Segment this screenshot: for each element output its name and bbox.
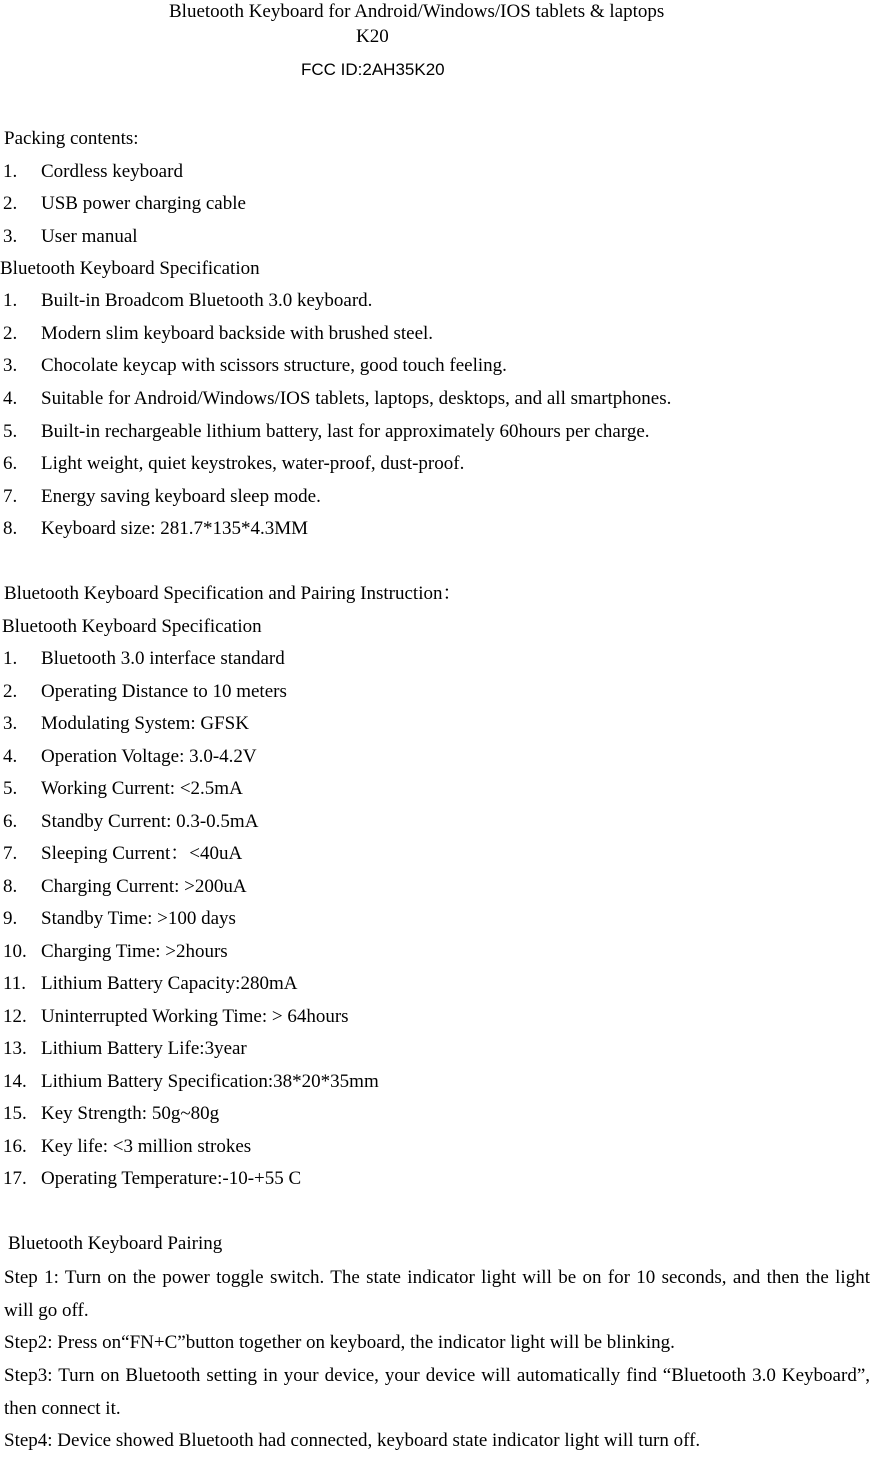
list-text: Uninterrupted Working Time: > 64hours: [41, 1006, 349, 1027]
fcc-id: FCC ID:2AH35K20: [301, 60, 445, 79]
list-number: 7.: [3, 843, 18, 864]
list-number: 11.: [3, 973, 27, 994]
list-number: 2.: [3, 323, 18, 344]
list-text: Built-in rechargeable lithium battery, last for approximately 60hours per charge.: [41, 421, 650, 442]
list-text: Modulating System: GFSK: [41, 713, 249, 734]
pairing-step-2: Step2: Press on“FN+C”button together on keyboard, the indicator light will be blinking.: [4, 1332, 675, 1353]
list-text: Built-in Broadcom Bluetooth 3.0 keyboard.: [41, 290, 373, 311]
pairing-step-4: Step4: Device showed Bluetooth had connected, keyboard state indicator light will turn off.: [4, 1430, 701, 1451]
list-text: Lithium Battery Capacity:280mA: [41, 973, 298, 994]
list-number: 8.: [3, 876, 18, 897]
list-text: Lithium Battery Life:3year: [41, 1038, 247, 1059]
section-heading: Bluetooth Keyboard Specification and Pairing Instruction：: [4, 583, 462, 604]
list-number: 10.: [3, 941, 27, 962]
list-number: 5.: [3, 778, 18, 799]
pairing-step-1: Step 1: Turn on the power toggle switch. The state indicator light will be on for 10 seconds, and then the light will go off.: [4, 1267, 870, 1321]
list-text: Operation Voltage: 3.0-4.2V: [41, 746, 257, 767]
list-text: Charging Time: >2hours: [41, 941, 228, 962]
list-text: Suitable for Android/Windows/IOS tablets, laptops, desktops, and all smartphones.: [41, 388, 672, 409]
spec-heading: Bluetooth Keyboard Specification: [2, 616, 262, 637]
list-text: Lithium Battery Specification:38*20*35mm: [41, 1071, 379, 1092]
list-text: Bluetooth 3.0 interface standard: [41, 648, 285, 669]
list-number: 13.: [3, 1038, 27, 1059]
list-number: 14.: [3, 1071, 27, 1092]
list-number: 16.: [3, 1136, 27, 1157]
list-text: Modern slim keyboard backside with brushed steel.: [41, 323, 434, 344]
list-number: 1.: [3, 290, 18, 311]
list-text: Operating Distance to 10 meters: [41, 681, 287, 702]
model-number: K20: [356, 26, 389, 47]
list-text: Standby Time: >100 days: [41, 908, 236, 929]
list-number: 2.: [3, 193, 18, 214]
list-text: Keyboard size: 281.7*135*4.3MM: [41, 518, 309, 539]
spec-heading: Bluetooth Keyboard Specification: [0, 258, 260, 279]
list-number: 12.: [3, 1006, 27, 1027]
list-number: 6.: [3, 811, 18, 832]
list-text: USB power charging cable: [41, 193, 246, 214]
list-number: 4.: [3, 746, 18, 767]
packing-heading: Packing contents:: [4, 128, 139, 149]
list-text: Light weight, quiet keystrokes, water-proof, dust-proof.: [41, 453, 465, 474]
list-number: 15.: [3, 1103, 27, 1124]
list-text: Energy saving keyboard sleep mode.: [41, 486, 321, 507]
list-number: 3.: [3, 355, 18, 376]
list-text: Cordless keyboard: [41, 161, 183, 182]
list-number: 6.: [3, 453, 18, 474]
list-number: 2.: [3, 681, 18, 702]
list-text: Operating Temperature:-10-+55 C: [41, 1168, 302, 1189]
list-text: Standby Current: 0.3-0.5mA: [41, 811, 259, 832]
list-number: 5.: [3, 421, 18, 442]
list-number: 3.: [3, 713, 18, 734]
list-number: 9.: [3, 908, 18, 929]
list-number: 1.: [3, 648, 18, 669]
list-text: Working Current: <2.5mA: [41, 778, 243, 799]
list-text: User manual: [41, 226, 138, 247]
list-number: 1.: [3, 161, 18, 182]
list-number: 8.: [3, 518, 18, 539]
list-text: Charging Current: >200uA: [41, 876, 247, 897]
list-number: 17.: [3, 1168, 27, 1189]
pairing-heading: Bluetooth Keyboard Pairing: [8, 1233, 223, 1254]
pairing-step-3: Step3: Turn on Bluetooth setting in your device, your device will automatically find “Bluetooth 3.0 Keyboard”, then connect it.: [4, 1365, 870, 1419]
document-title: Bluetooth Keyboard for Android/Windows/IOS tablets & laptops: [169, 1, 665, 22]
list-number: 4.: [3, 388, 18, 409]
list-text: Sleeping Current：<40uA: [41, 843, 243, 864]
list-number: 7.: [3, 486, 18, 507]
list-text: Key life: <3 million strokes: [41, 1136, 252, 1157]
list-number: 3.: [3, 226, 18, 247]
list-text: Key Strength: 50g~80g: [41, 1103, 220, 1124]
list-text: Chocolate keycap with scissors structure, good touch feeling.: [41, 355, 507, 376]
